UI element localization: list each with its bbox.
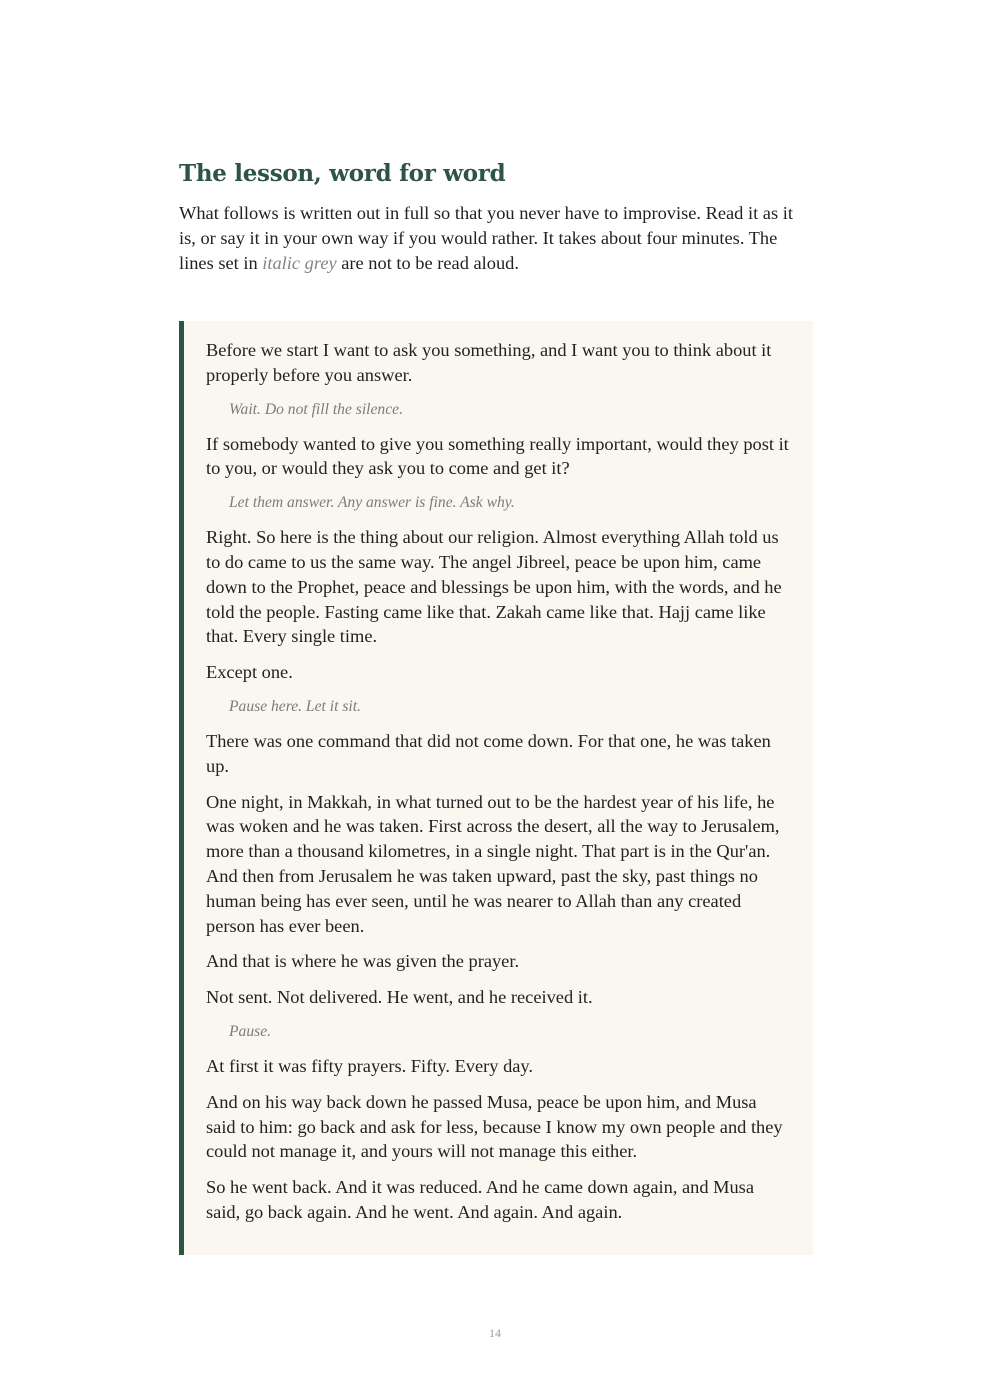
section-heading: The lesson, word for word (179, 160, 506, 187)
page-number: 14 (489, 1326, 501, 1340)
script-line: So he went back. And it was reduced. And he came down again, and Musa said, go back again. And he went. And again. And again. (206, 1177, 755, 1222)
stage-direction: Pause here. Let it sit. (229, 697, 361, 715)
script-line: Except one. (206, 662, 293, 683)
script-line: And that is where he was given the prayer. (206, 951, 520, 972)
script-line: Before we start I want to ask you something, and I want you to think about it properly before you answer. (206, 340, 772, 385)
script-line: There was one command that did not come down. For that one, he was taken up. (206, 730, 771, 776)
script-line: And on his way back down he passed Musa, peace be upon him, and Musa said to him: go back and ask for less, because I know my own people and they could not manage it, and yours will not manage this either. (206, 1091, 783, 1162)
script-line: At first it was fifty prayers. Fifty. Every day. (206, 1055, 534, 1076)
script-line: One night, in Makkah, in what turned out to be the hardest year of his life, he was woken and he was taken. First across the desert, all the way to Jerusalem, more than a thousand kilometres, in a single night. That part is in the Qur'an. And then from Jerusalem he was taken upward, past the sky, past things no human being has ever seen, until he was nearer to Allah than any created person has ever been. (206, 791, 780, 936)
script-line: Right. So here is the thing about our religion. Almost everything Allah told us to do came to us the same way. The angel Jibreel, peace be upon him, came down to the Prophet, peace and blessings be upon him, with the words, and he told the people. Fasting came like that. Zakah came like that. Hajj came like that. Every single time. (206, 527, 782, 647)
intro-paragraph (179, 201, 809, 275)
intro-italic-grey-sample: italic grey (262, 252, 337, 273)
lesson-script-box (179, 321, 813, 1255)
stage-direction: Let them answer. Any answer is fine. Ask why. (229, 494, 515, 512)
stage-direction: Pause. (229, 1022, 272, 1040)
script-line: Not sent. Not delivered. He went, and he received it. (206, 987, 593, 1008)
stage-direction: Wait. Do not fill the silence. (229, 400, 403, 418)
intro-text-end: are not to be read aloud. (336, 252, 519, 273)
intro-text-start: What follows is written out in full so that you never have to improvise. Read it as it is, or say it in your own way if you would rather. It takes about four minutes. The lines set in (179, 203, 793, 273)
script-line: If somebody wanted to give you something really important, would they post it to you, or would they ask you to come and get it? (206, 433, 789, 479)
